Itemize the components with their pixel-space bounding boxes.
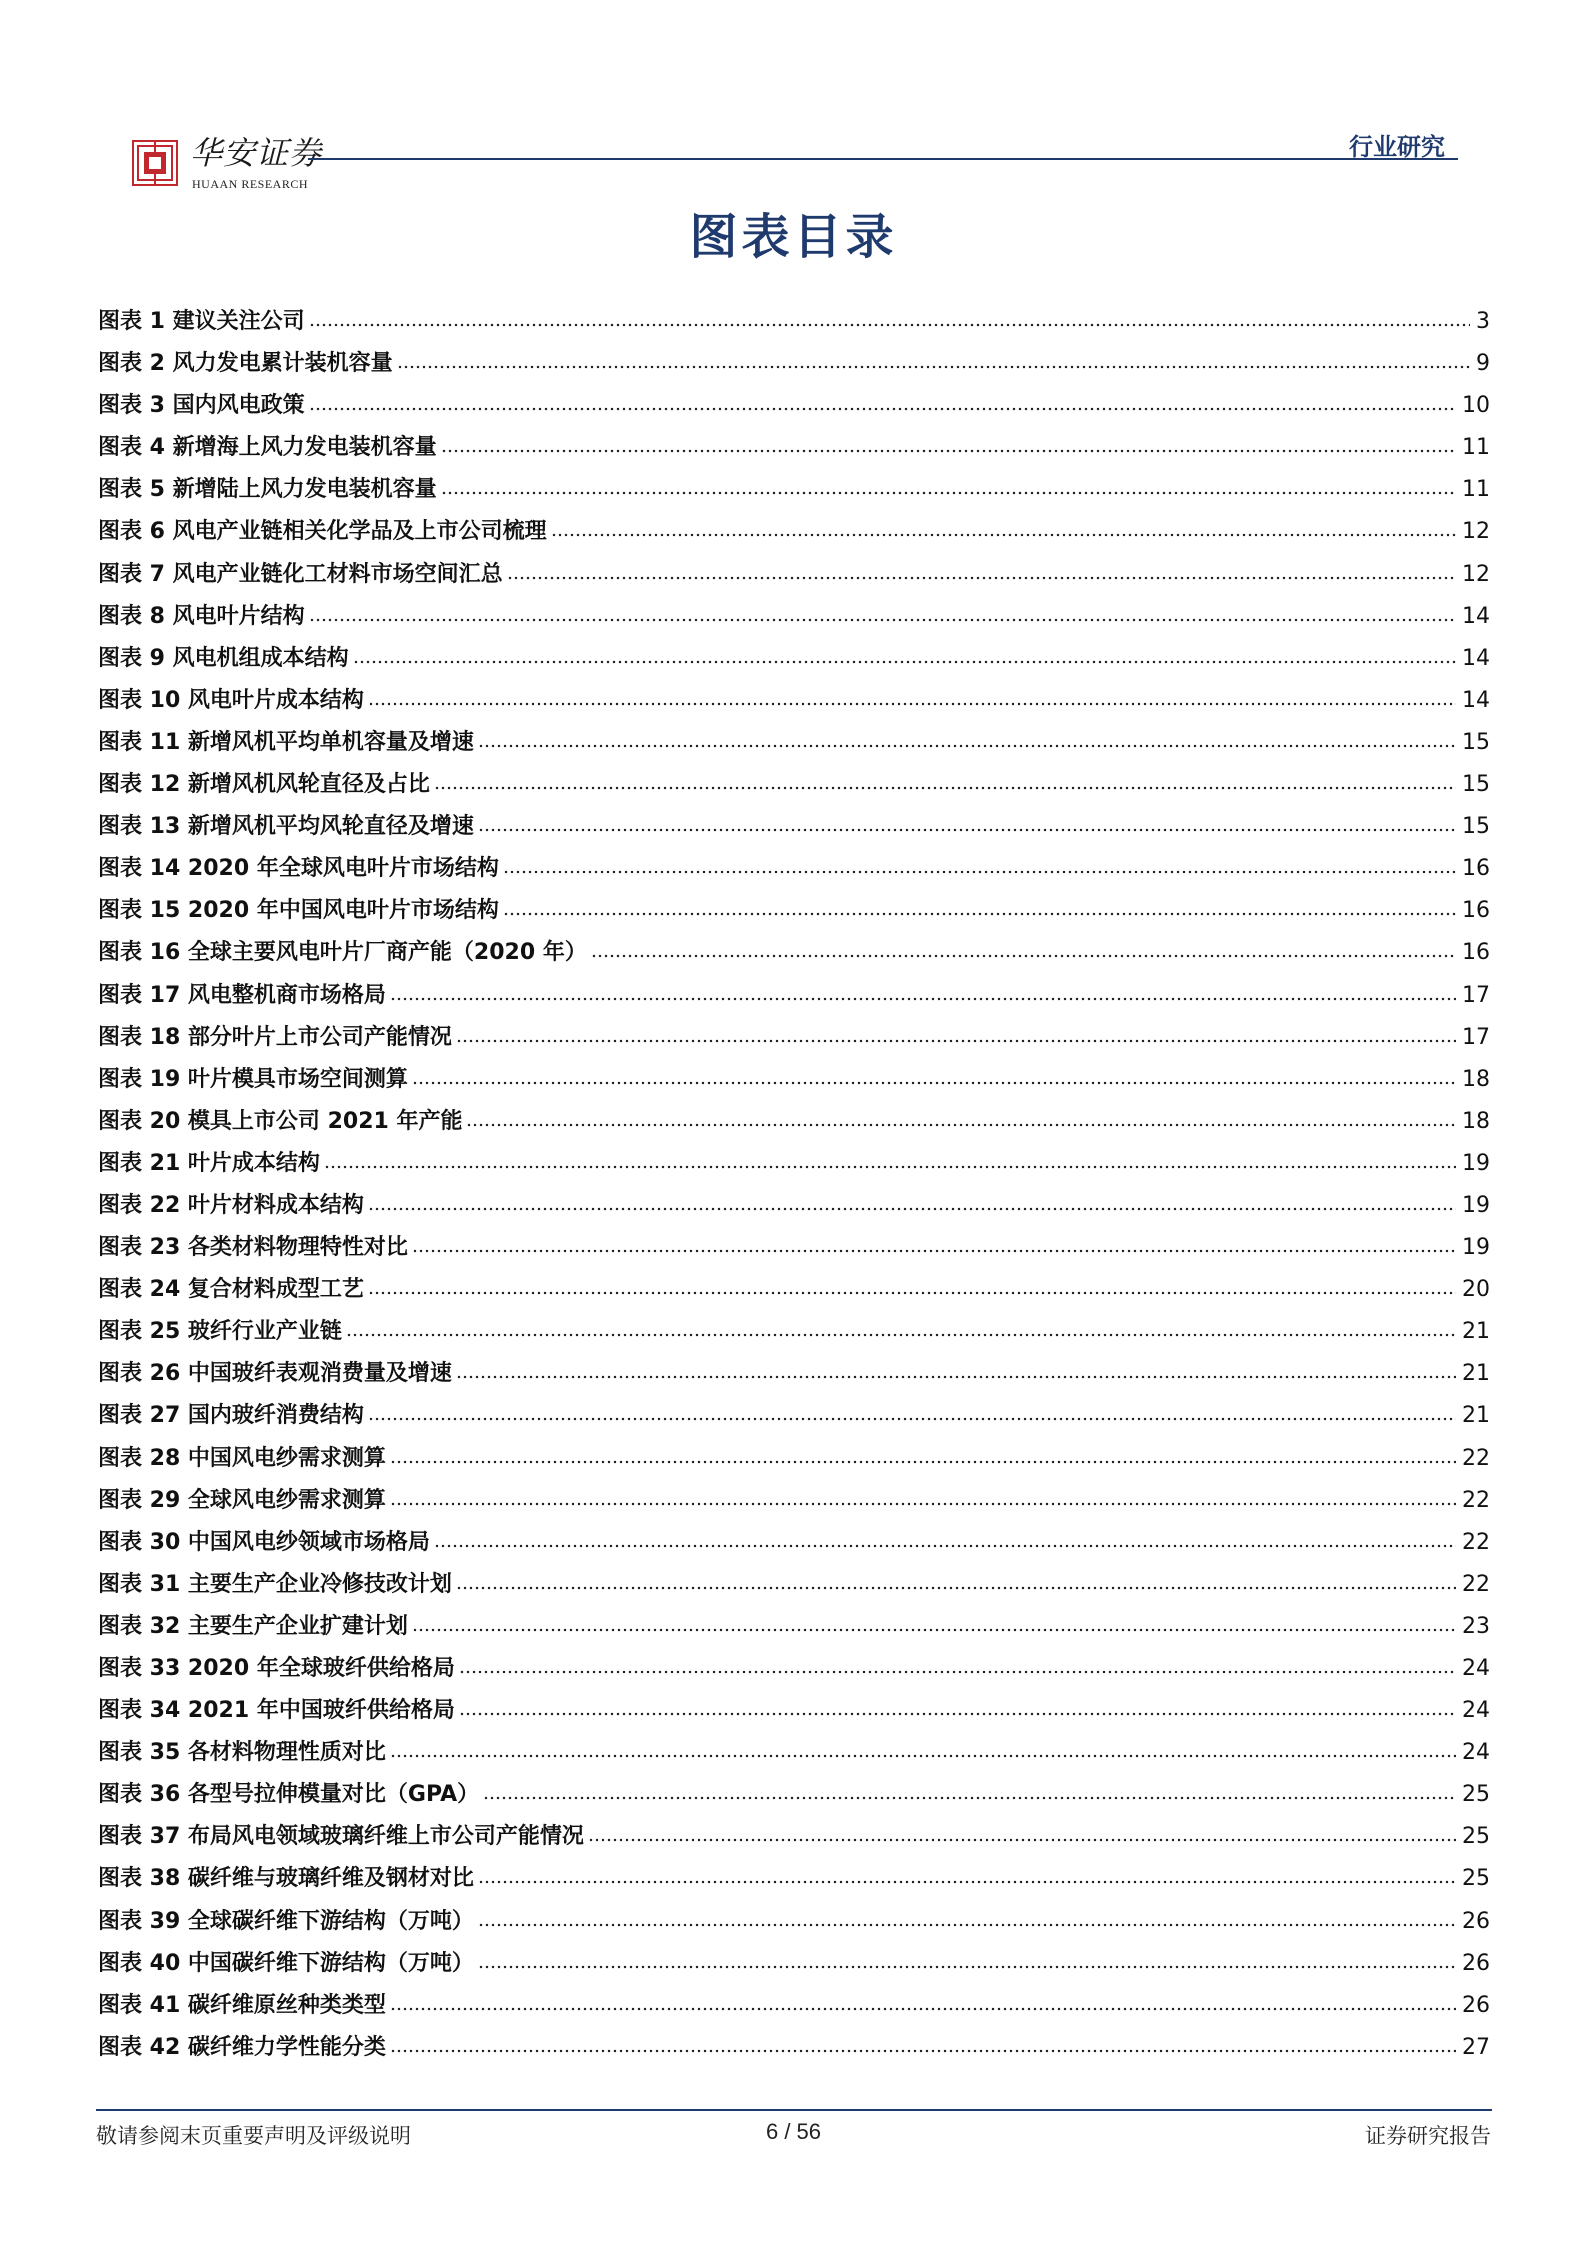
toc-entry[interactable] (98, 472, 1490, 514)
toc-entry-page: 18 (1462, 1108, 1490, 1134)
toc-entry[interactable] (98, 1609, 1490, 1651)
toc-leader-dots (309, 306, 1470, 328)
toc-leader-dots (412, 1232, 1456, 1254)
toc-leader-dots (368, 1400, 1456, 1422)
toc-entry[interactable] (98, 1819, 1490, 1861)
toc-entry[interactable] (98, 430, 1490, 472)
toc-entry[interactable] (98, 851, 1490, 893)
toc-entry-page: 23 (1462, 1613, 1490, 1639)
toc-leader-dots (503, 853, 1456, 875)
toc-entry-page: 25 (1462, 1782, 1490, 1808)
toc-entry-page: 19 (1462, 1192, 1490, 1218)
toc-entry[interactable] (98, 1777, 1490, 1819)
toc-entry-page: 25 (1462, 1824, 1490, 1850)
toc-entry-label: 图表 19 叶片模具市场空间测算 (98, 1066, 408, 1092)
toc-entry-label: 图表 1 建议关注公司 (98, 309, 305, 334)
logo-subtitle: HUAAN RESEARCH (192, 177, 309, 191)
toc-entry[interactable] (98, 1988, 1490, 2030)
toc-entry[interactable] (98, 893, 1490, 935)
toc-entry[interactable] (98, 1441, 1490, 1483)
toc-entry-page: 12 (1462, 561, 1490, 587)
toc-entry-label: 图表 42 碳纤维力学性能分类 (98, 2034, 386, 2060)
toc-leader-dots (466, 1106, 1456, 1128)
toc-entry-page: 14 (1462, 687, 1490, 713)
toc-leader-dots (551, 516, 1456, 538)
page-title: 图表目录 (689, 209, 898, 265)
toc-leader-dots (456, 1569, 1456, 1591)
toc-entry-page: 16 (1462, 856, 1490, 882)
toc-entry-label: 图表 37 布局风电领域玻璃纤维上市公司产能情况 (98, 1824, 584, 1850)
page-number: 6 / 56 (765, 2119, 822, 2144)
toc-entry-label: 图表 40 中国碳纤维下游结构（万吨） (98, 1950, 474, 1976)
toc-entry-page: 9 (1476, 351, 1490, 377)
toc-entry-page: 26 (1462, 1950, 1490, 1976)
toc-entry-page: 24 (1462, 1740, 1490, 1766)
toc-leader-dots (503, 895, 1456, 917)
toc-entry-label: 图表 30 中国风电纱领域市场格局 (98, 1529, 430, 1555)
toc-entry[interactable] (98, 1104, 1490, 1146)
toc-entry[interactable] (98, 388, 1490, 430)
toc-entry-label: 图表 3 国内风电政策 (98, 393, 305, 419)
toc-entry-label: 图表 22 叶片材料成本结构 (98, 1192, 364, 1218)
toc-entry[interactable] (98, 1567, 1490, 1609)
toc-leader-dots (412, 1611, 1456, 1633)
toc-entry-label: 图表 26 中国玻纤表观消费量及增速 (98, 1361, 452, 1387)
toc-entry-label: 图表 36 各型号拉伸模量对比（GPA） (98, 1782, 480, 1808)
toc-leader-dots (412, 1064, 1456, 1086)
toc-entry-page: 10 (1462, 393, 1490, 419)
toc-leader-dots (591, 937, 1456, 959)
footer-disclaimer: 敬请参阅末页重要声明及评级说明 (96, 2124, 411, 2148)
toc-entry[interactable] (98, 767, 1490, 809)
toc-entry-label: 图表 23 各类材料物理特性对比 (98, 1235, 408, 1261)
toc-leader-dots (324, 1148, 1456, 1170)
toc-entry-page: 20 (1462, 1277, 1490, 1303)
section-tag: 行业研究 (1349, 133, 1445, 161)
toc-entry[interactable] (98, 1146, 1490, 1188)
toc-entry[interactable] (98, 1398, 1490, 1440)
toc-entry-label: 图表 24 复合材料成型工艺 (98, 1277, 364, 1303)
toc-entry-label: 图表 7 风电产业链化工材料市场空间汇总 (98, 561, 503, 587)
toc-entry[interactable] (98, 557, 1490, 599)
toc-entry[interactable] (98, 1651, 1490, 1693)
toc-entry[interactable] (98, 1188, 1490, 1230)
toc-entry-label: 图表 29 全球风电纱需求测算 (98, 1487, 386, 1513)
toc-entry[interactable] (98, 304, 1490, 346)
toc-entry-page: 26 (1462, 1992, 1490, 2018)
toc-leader-dots (390, 1737, 1456, 1759)
toc-entry-label: 图表 39 全球碳纤维下游结构（万吨） (98, 1908, 474, 1934)
toc-leader-dots (434, 1527, 1456, 1549)
footer-divider (96, 2109, 1492, 2111)
toc-leader-dots (397, 348, 1470, 370)
toc-entry-page: 18 (1462, 1066, 1490, 1092)
toc-entry-label: 图表 8 风电叶片结构 (98, 603, 305, 629)
toc-entry-label: 图表 15 2020 年中国风电叶片市场结构 (98, 898, 499, 924)
toc-entry-label: 图表 33 2020 年全球玻纤供给格局 (98, 1656, 455, 1681)
toc-entry-page: 21 (1462, 1361, 1490, 1387)
toc-entry-label: 图表 4 新增海上风力发电装机容量 (98, 435, 437, 461)
toc-entry-label: 图表 2 风力发电累计装机容量 (98, 351, 393, 377)
toc-entry[interactable] (98, 641, 1490, 683)
toc-entry-label: 图表 41 碳纤维原丝种类类型 (98, 1992, 386, 2018)
toc-leader-dots (346, 1316, 1456, 1338)
toc-entry-label: 图表 9 风电机组成本结构 (98, 645, 349, 671)
toc-entry-page: 16 (1462, 940, 1490, 966)
toc-entry[interactable] (98, 1062, 1490, 1104)
toc-entry-page: 15 (1462, 814, 1490, 840)
toc-entry-page: 22 (1462, 1529, 1490, 1555)
toc-leader-dots (368, 1274, 1456, 1296)
toc-entry-label: 图表 10 风电叶片成本结构 (98, 687, 364, 713)
toc-entry-label: 图表 34 2021 年中国玻纤供给格局 (98, 1698, 455, 1724)
toc-leader-dots (368, 685, 1456, 707)
toc-leader-dots (459, 1653, 1456, 1675)
toc-entry[interactable] (98, 1735, 1490, 1777)
toc-entry-page: 22 (1462, 1445, 1490, 1471)
toc-entry-label: 图表 13 新增风机平均风轮直径及增速 (98, 814, 474, 840)
toc-entry-label: 图表 18 部分叶片上市公司产能情况 (98, 1024, 452, 1050)
toc-entry[interactable] (98, 809, 1490, 851)
toc-entry-label: 图表 20 模具上市公司 2021 年产能 (98, 1108, 463, 1134)
toc-entry-page: 24 (1462, 1698, 1490, 1724)
toc-entry[interactable] (98, 1861, 1490, 1903)
toc-entry-page: 11 (1462, 477, 1490, 503)
toc-entry[interactable] (98, 1946, 1490, 1988)
toc-entry[interactable] (98, 683, 1490, 725)
toc-entry-page: 25 (1462, 1866, 1490, 1892)
toc-leader-dots (478, 811, 1456, 833)
toc-leader-dots (478, 1948, 1456, 1970)
toc-leader-dots (441, 474, 1456, 496)
toc-entry[interactable] (98, 1314, 1490, 1356)
toc-entry-page: 3 (1476, 309, 1490, 334)
toc-leader-dots (434, 769, 1456, 791)
toc-leader-dots (478, 1863, 1456, 1885)
toc-entry-label: 图表 31 主要生产企业冷修技改计划 (98, 1571, 452, 1597)
toc-entry-page: 19 (1462, 1235, 1490, 1261)
toc-entry[interactable] (98, 346, 1490, 388)
toc-entry[interactable] (98, 1904, 1490, 1946)
huaan-logo-icon (132, 140, 178, 186)
toc-entry-label: 图表 28 中国风电纱需求测算 (98, 1445, 386, 1471)
toc-entry-page: 15 (1462, 772, 1490, 798)
toc-leader-dots (390, 980, 1456, 1002)
toc-entry-label: 图表 6 风电产业链相关化学品及上市公司梳理 (98, 519, 547, 545)
toc-entry-page: 12 (1462, 519, 1490, 545)
toc-entry-label: 图表 27 国内玻纤消费结构 (98, 1403, 364, 1429)
toc-entry-page: 26 (1462, 1908, 1490, 1934)
toc-list (98, 304, 1490, 2072)
toc-leader-dots (390, 1443, 1456, 1465)
toc-entry-page: 21 (1462, 1403, 1490, 1429)
toc-entry[interactable] (98, 1272, 1490, 1314)
toc-leader-dots (478, 1906, 1456, 1928)
toc-leader-dots (368, 1190, 1456, 1212)
toc-entry[interactable] (98, 1020, 1490, 1062)
toc-entry-page: 16 (1462, 898, 1490, 924)
toc-entry-page: 24 (1462, 1656, 1490, 1681)
toc-leader-dots (478, 727, 1456, 749)
toc-entry-label: 图表 38 碳纤维与玻璃纤维及钢材对比 (98, 1866, 474, 1892)
toc-entry-page: 15 (1462, 729, 1490, 755)
toc-entry-page: 19 (1462, 1150, 1490, 1176)
toc-entry[interactable] (98, 1525, 1490, 1567)
toc-entry[interactable] (98, 1356, 1490, 1398)
toc-entry[interactable] (98, 2030, 1490, 2072)
toc-leader-dots (459, 1695, 1456, 1717)
footer-report-type: 证券研究报告 (1365, 2124, 1491, 2148)
toc-entry[interactable] (98, 1230, 1490, 1272)
toc-leader-dots (483, 1779, 1456, 1801)
toc-entry-label: 图表 12 新增风机风轮直径及占比 (98, 772, 430, 798)
header-divider (308, 158, 1458, 160)
toc-entry-page: 22 (1462, 1487, 1490, 1513)
toc-entry-page: 21 (1462, 1319, 1490, 1345)
toc-leader-dots (456, 1358, 1456, 1380)
toc-entry-label: 图表 14 2020 年全球风电叶片市场结构 (98, 856, 499, 882)
toc-entry-page: 27 (1462, 2034, 1490, 2060)
toc-leader-dots (456, 1022, 1456, 1044)
toc-entry-label: 图表 21 叶片成本结构 (98, 1150, 320, 1176)
toc-entry[interactable] (98, 725, 1490, 767)
toc-entry-page: 14 (1462, 645, 1490, 671)
toc-entry-label: 图表 35 各材料物理性质对比 (98, 1740, 386, 1766)
toc-leader-dots (309, 390, 1456, 412)
toc-leader-dots (390, 1990, 1456, 2012)
toc-entry-label: 图表 32 主要生产企业扩建计划 (98, 1613, 408, 1639)
toc-leader-dots (390, 1485, 1456, 1507)
toc-entry-page: 17 (1462, 982, 1490, 1008)
toc-entry-label: 图表 25 玻纤行业产业链 (98, 1319, 342, 1345)
toc-entry[interactable] (98, 935, 1490, 977)
toc-entry-page: 11 (1462, 435, 1490, 461)
toc-entry[interactable] (98, 599, 1490, 641)
logo-text: 华安证券 (190, 134, 323, 172)
toc-leader-dots (588, 1821, 1456, 1843)
toc-entry-label: 图表 17 风电整机商市场格局 (98, 982, 386, 1008)
toc-entry-label: 图表 11 新增风机平均单机容量及增速 (98, 729, 474, 755)
toc-leader-dots (390, 2032, 1456, 2054)
toc-leader-dots (309, 601, 1456, 623)
toc-entry-page: 22 (1462, 1571, 1490, 1597)
toc-entry-page: 14 (1462, 603, 1490, 629)
toc-entry[interactable] (98, 1483, 1490, 1525)
toc-entry[interactable] (98, 1693, 1490, 1735)
toc-entry-label: 图表 5 新增陆上风力发电装机容量 (98, 477, 437, 503)
toc-entry[interactable] (98, 514, 1490, 556)
toc-entry-page: 17 (1462, 1024, 1490, 1050)
toc-leader-dots (353, 643, 1456, 665)
toc-entry[interactable] (98, 978, 1490, 1020)
toc-leader-dots (441, 432, 1456, 454)
toc-entry-label: 图表 16 全球主要风电叶片厂商产能（2020 年） (98, 940, 587, 966)
toc-leader-dots (507, 559, 1456, 581)
